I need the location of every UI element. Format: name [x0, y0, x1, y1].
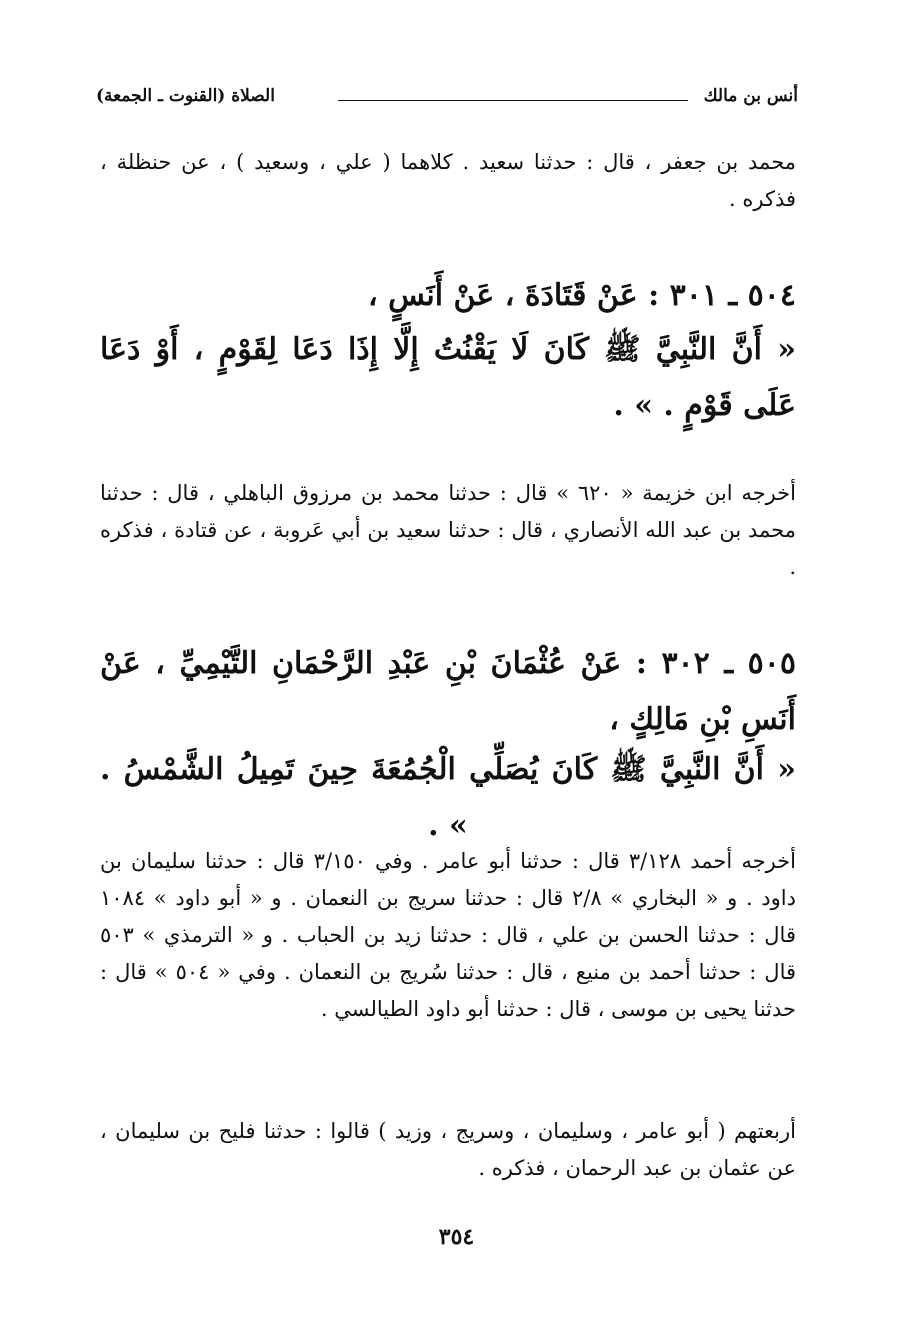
- hadith-505-text: « أَنَّ النَّبِيَّ ﷺ كَانَ يُصَلِّي الْجُمُعَةَ حِينَ تَمِيلُ الشَّمْسُ . » .: [100, 752, 796, 843]
- header-section-title: الصلاة (القنوت ـ الجمعة): [96, 86, 275, 106]
- page-number: ٣٥٤: [438, 1224, 475, 1250]
- commentary-paragraph-3: أخرجه أحمد ٣/١٢٨ قال : حدثنا أبو عامر . وفي ٣/١٥٠ قال : حدثنا سليمان بن داود . و « البخاري » ٢/٨ قال : حدثنا سريج بن النعمان . و « أبو داود » ١٠٨٤ قال : حدثنا الحسن بن علي ، قال : حدثنا زيد بن الحباب . و « الترمذي » ٥٠٣ قال : حدثنا أحمد بن منيع ، قال : حدثنا سُريج بن النعمان . وفي « ٥٠٤ » قال : حدثنا يحيى بن موسى ، قال : حدثنا أبو داود الطيالسي .: [100, 849, 797, 1021]
- hadith-504-heading: ٥٠٤ ـ ٣٠١ : عَنْ قَتَادَةَ ، عَنْ أَنَسٍ ،: [368, 278, 796, 313]
- commentary-paragraph-4: أربعتهم ( أبو عامر ، وسليمان ، وسريج ، وزيد ) قالوا : حدثنا فليح بن سليمان ، عن عثمان بن عبد الرحمان ، فذكره .: [100, 1119, 796, 1180]
- header-rule: [338, 100, 688, 101]
- commentary-paragraph-1: محمد بن جعفر ، قال : حدثنا سعيد . كلاهما ( علي ، وسعيد ) ، عن حنظلة ، فذكره .: [100, 150, 796, 211]
- hadith-505-heading: ٥٠٥ ـ ٣٠٢ : عَنْ عُثْمَانَ بْنِ عَبْدِ الرَّحْمَانِ التَّيْمِيِّ ، عَنْ أَنَسِ بْنِ مَالِكٍ ،: [100, 646, 796, 737]
- running-header: [96, 86, 798, 116]
- commentary-paragraph-2: أخرجه ابن خزيمة « ٦٢٠ » قال : حدثنا محمد بن مرزوق الباهلي ، قال : حدثنا محمد بن عبد الله الأنصاري ، قال : حدثنا سعيد بن أبي عَروبة ، عن قتادة ، فذكره .: [100, 481, 797, 579]
- hadith-504-text: « أَنَّ النَّبِيَّ ﷺ كَانَ لَا يَقْنُتُ إِلَّا إِذَا دَعَا لِقَوْمٍ ، أَوْ دَعَا عَلَى قَوْمٍ . » .: [100, 332, 796, 423]
- header-chapter-title: أنس بن مالك: [703, 86, 798, 106]
